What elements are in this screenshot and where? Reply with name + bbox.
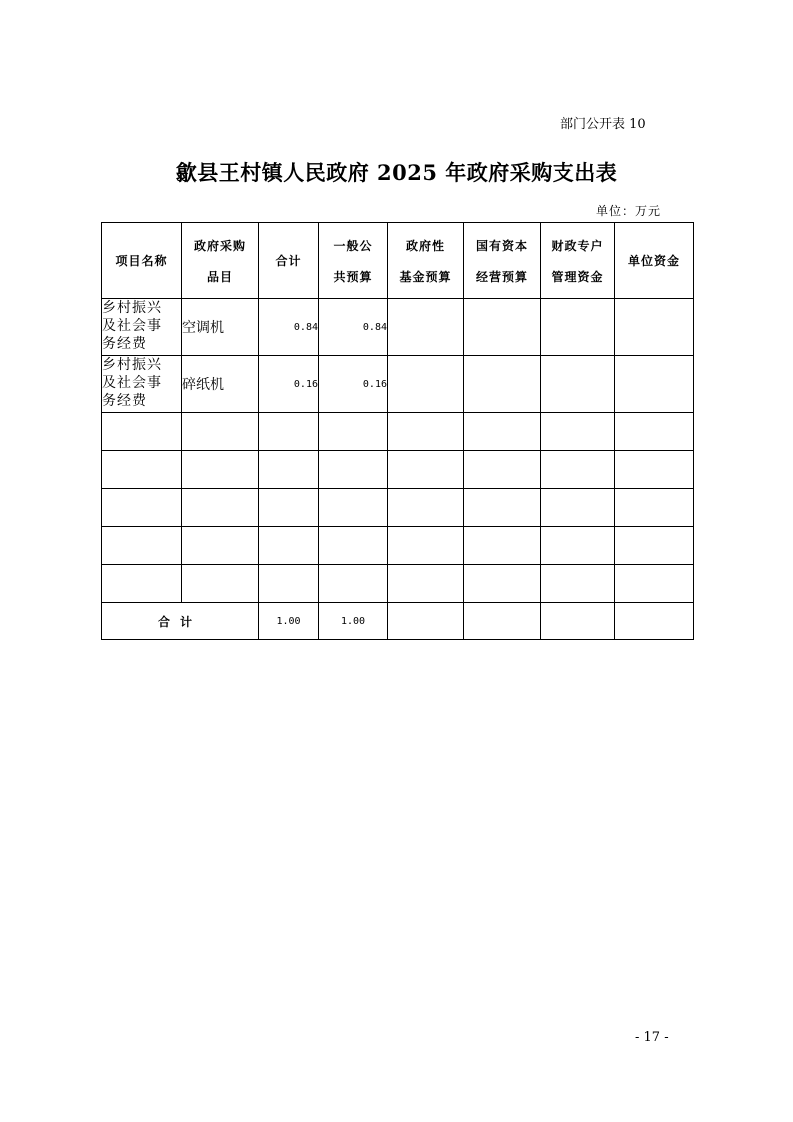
gov-fund-budget-cell	[388, 356, 464, 413]
empty-cell	[615, 603, 694, 640]
table-row	[102, 299, 694, 356]
header-row	[102, 223, 694, 299]
unit-label: 单位：万元	[596, 204, 662, 218]
empty-cell	[388, 603, 464, 640]
header-procurement-category: 政府采购 品目	[182, 223, 259, 299]
header-gov-fund-budget: 政府性 基金预算	[388, 223, 464, 299]
header-fiscal-special-fund: 财政专户 管理资金	[541, 223, 615, 299]
unit-fund-cell	[615, 299, 694, 356]
table-row	[102, 356, 694, 413]
grand-total-cell: 1.00	[259, 603, 319, 640]
unit-fund-cell	[615, 356, 694, 413]
procurement-table	[101, 222, 694, 640]
empty-cell	[541, 603, 615, 640]
general-budget-cell: 0.84	[319, 299, 388, 356]
fiscal-special-fund-cell	[541, 299, 615, 356]
header-item-name: 项目名称	[102, 223, 182, 299]
fiscal-special-fund-cell	[541, 356, 615, 413]
empty-row	[102, 451, 694, 489]
form-number: 部门公开表 10	[560, 117, 646, 132]
empty-row	[102, 489, 694, 527]
general-budget-cell: 0.16	[319, 356, 388, 413]
header-general-budget: 一般公 共预算	[319, 223, 388, 299]
total-label: 合计	[102, 603, 259, 640]
total-cell: 0.16	[259, 356, 319, 413]
total-row	[102, 603, 694, 640]
item-name-cell: 乡村振兴 及社会事 务经费	[102, 356, 182, 413]
state-capital-budget-cell	[464, 299, 541, 356]
empty-row	[102, 527, 694, 565]
empty-row	[102, 413, 694, 451]
empty-cell	[464, 603, 541, 640]
state-capital-budget-cell	[464, 356, 541, 413]
page-title: 歙县王村镇人民政府 2025 年政府采购支出表	[175, 160, 618, 185]
category-cell: 碎纸机	[182, 356, 259, 413]
header-state-capital-budget: 国有资本 经营预算	[464, 223, 541, 299]
page-number: - 17 -	[635, 1030, 669, 1045]
gov-fund-budget-cell	[388, 299, 464, 356]
category-cell: 空调机	[182, 299, 259, 356]
header-unit-fund: 单位资金	[615, 223, 694, 299]
item-name-cell: 乡村振兴 及社会事 务经费	[102, 299, 182, 356]
header-total: 合计	[259, 223, 319, 299]
empty-row	[102, 565, 694, 603]
total-cell: 0.84	[259, 299, 319, 356]
grand-general-budget-cell: 1.00	[319, 603, 388, 640]
